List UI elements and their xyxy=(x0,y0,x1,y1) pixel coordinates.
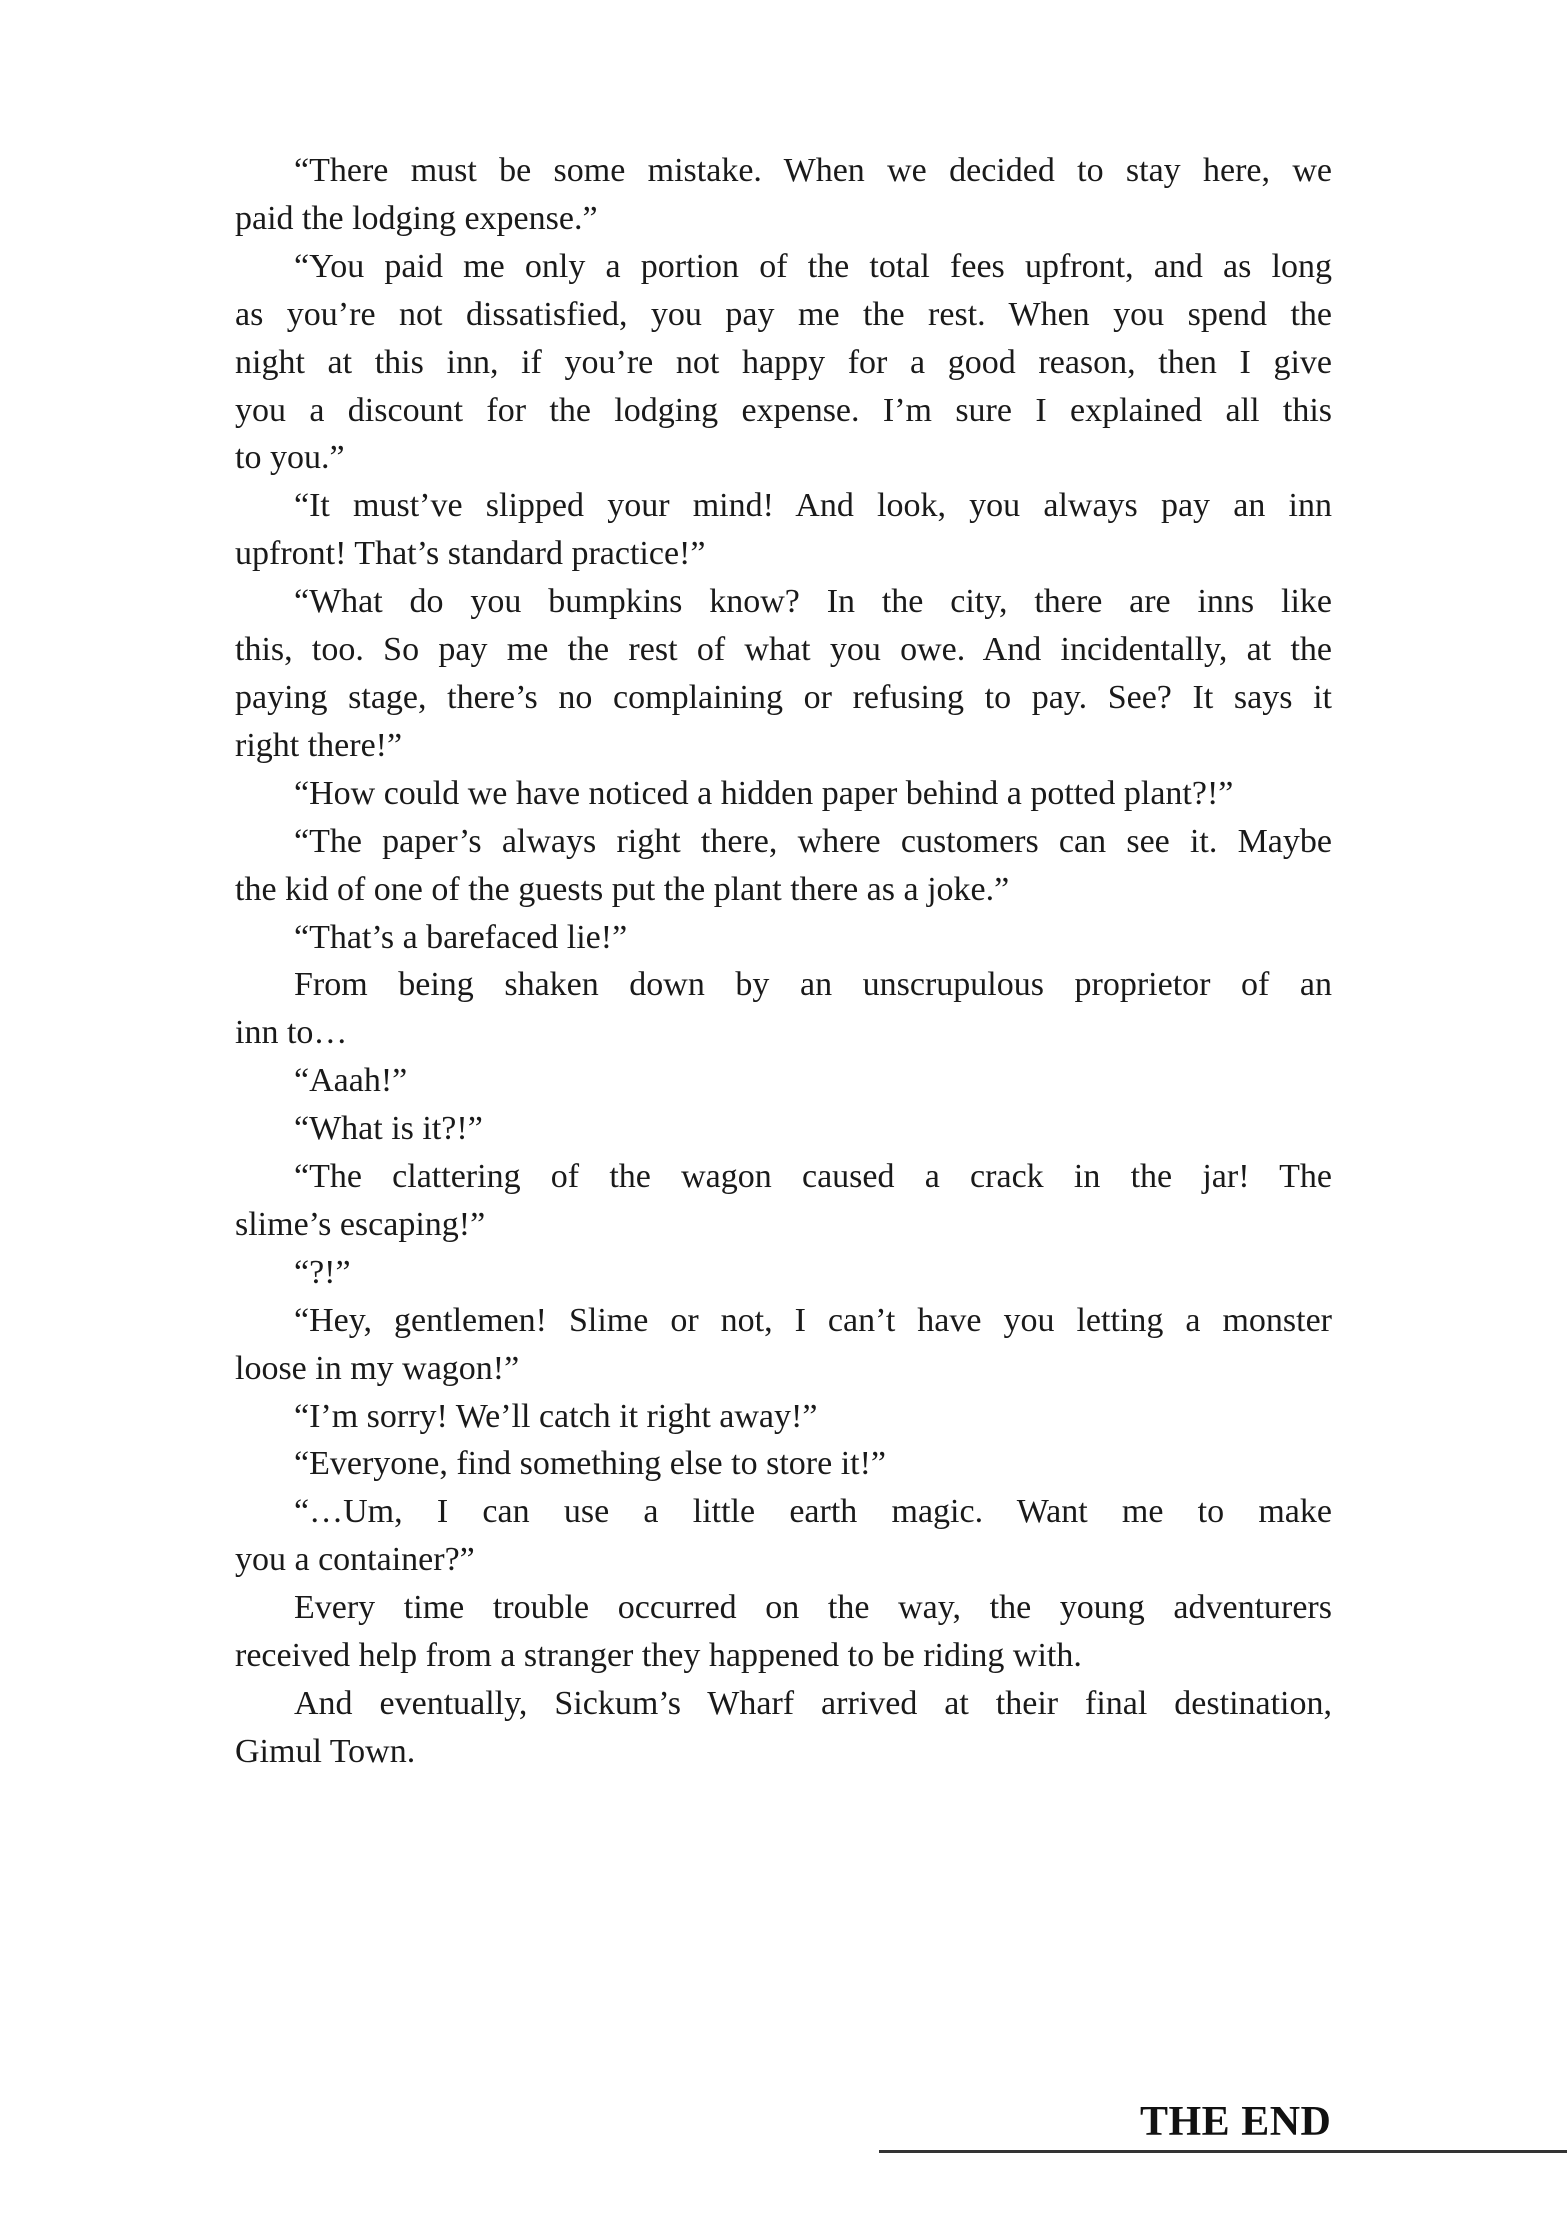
text-line: “That’s a barefaced lie!” xyxy=(294,918,628,956)
paragraph xyxy=(235,1393,1332,1441)
text-line: inn to… xyxy=(235,1014,348,1052)
text-line: “Everyone, find something else to store it!” xyxy=(294,1445,886,1483)
paragraph xyxy=(235,1440,1332,1488)
body-text xyxy=(235,147,1332,1776)
the-end-label: THE END xyxy=(1140,2099,1332,2145)
text-line: the kid of one of the guests put the plant there as a joke.” xyxy=(235,870,1010,908)
text-line: “?!” xyxy=(294,1253,351,1291)
paragraph xyxy=(235,1488,1332,1584)
text-line: upfront! That’s standard practice!” xyxy=(235,535,706,573)
text-line: paid the lodging expense.” xyxy=(235,199,598,237)
text-line: slime’s escaping!” xyxy=(235,1205,486,1243)
text-line: “I’m sorry! We’ll catch it right away!” xyxy=(294,1397,818,1435)
text-line: you a discount for the lodging expense. I’m sure I explained all this xyxy=(235,391,1332,429)
text-line: as you’re not dissatisfied, you pay me the rest. When you spend the xyxy=(235,295,1332,333)
paragraph xyxy=(235,243,1332,483)
end-divider xyxy=(879,2150,1567,2153)
text-line: “…Um, I can use a little earth magic. Want me to make xyxy=(294,1493,1332,1531)
text-line: loose in my wagon!” xyxy=(235,1349,520,1387)
paragraph xyxy=(235,914,1332,962)
text-line: night at this inn, if you’re not happy for a good reason, then I give xyxy=(235,343,1332,381)
text-line: Every time trouble occurred on the way, the young adventurers xyxy=(294,1589,1332,1627)
text-line: “The paper’s always right there, where customers can see it. Maybe xyxy=(294,822,1332,860)
paragraph xyxy=(235,770,1332,818)
paragraph xyxy=(235,818,1332,914)
text-line: “What is it?!” xyxy=(294,1110,483,1148)
paragraph xyxy=(235,1297,1332,1393)
text-line: paying stage, there’s no complaining or refusing to pay. See? It says it xyxy=(235,678,1332,716)
text-line: right there!” xyxy=(235,726,403,764)
text-line: Gimul Town. xyxy=(235,1732,416,1770)
paragraph xyxy=(235,1105,1332,1153)
paragraph xyxy=(235,1680,1332,1776)
text-line: you a container?” xyxy=(235,1541,475,1579)
text-line: And eventually, Sickum’s Wharf arrived at their final destination, xyxy=(294,1685,1332,1722)
paragraph xyxy=(235,147,1332,243)
paragraph xyxy=(235,482,1332,578)
text-line: this, too. So pay me the rest of what you owe. And incidentally, at the xyxy=(235,631,1332,669)
text-line: to you.” xyxy=(235,439,345,477)
paragraph xyxy=(235,1057,1332,1105)
text-line: “There must be some mistake. When we decided to stay here, we xyxy=(294,152,1332,189)
paragraph xyxy=(235,1153,1332,1249)
paragraph xyxy=(235,1584,1332,1680)
paragraph xyxy=(235,961,1332,1057)
text-line: From being shaken down by an unscrupulous proprietor of an xyxy=(294,966,1332,1004)
text-line: “What do you bumpkins know? In the city, there are inns like xyxy=(294,583,1332,621)
text-line: “How could we have noticed a hidden paper behind a potted plant?!” xyxy=(294,774,1234,812)
text-line: “Hey, gentlemen! Slime or not, I can’t have you letting a monster xyxy=(294,1301,1332,1339)
text-line: “The clattering of the wagon caused a crack in the jar! The xyxy=(294,1158,1332,1196)
text-line: “Aaah!” xyxy=(294,1062,408,1100)
text-line: “You paid me only a portion of the total fees upfront, and as long xyxy=(294,247,1332,285)
paragraph xyxy=(235,578,1332,770)
text-line: “It must’ve slipped your mind! And look, you always pay an inn xyxy=(294,487,1332,525)
paragraph xyxy=(235,1249,1332,1297)
text-line: received help from a stranger they happened to be riding with. xyxy=(235,1637,1082,1675)
